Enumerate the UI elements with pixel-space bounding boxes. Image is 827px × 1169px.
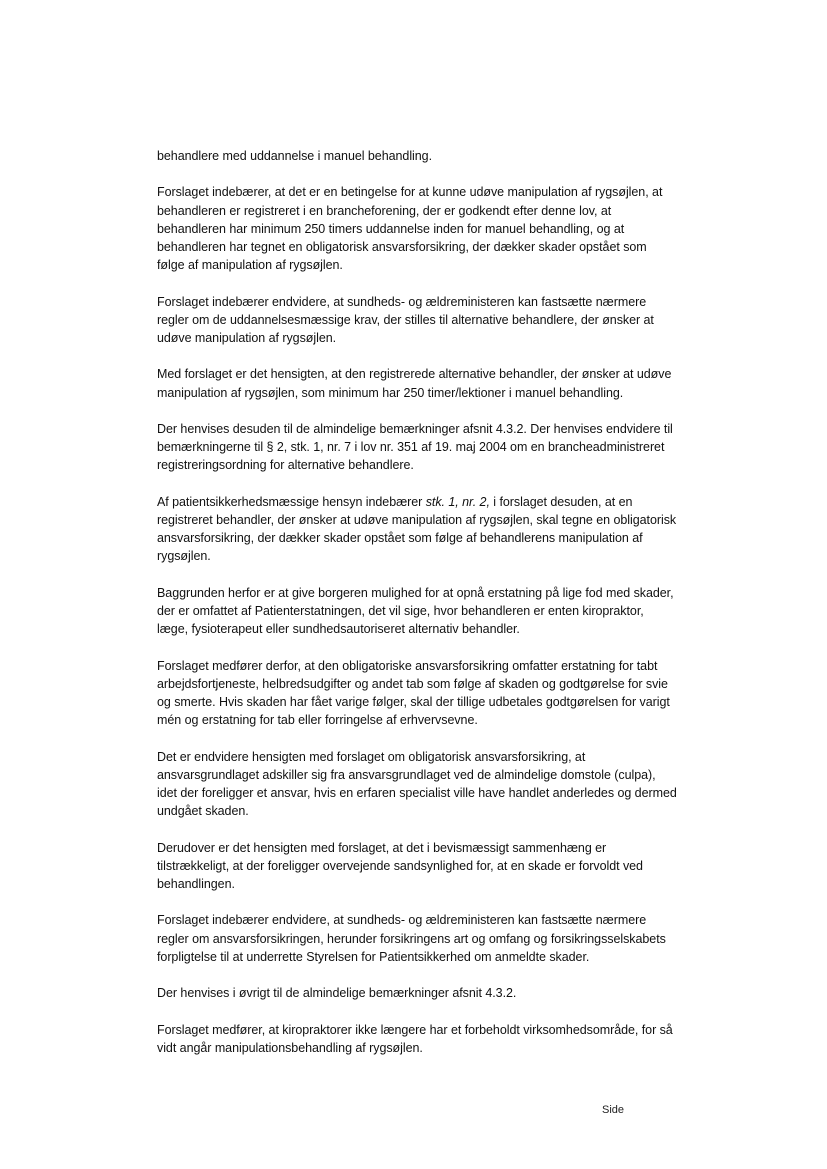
page-footer-label: Side bbox=[602, 1104, 625, 1116]
paragraph: Baggrunden herfor er at give borgeren mulighed for at opnå erstatning på lige fod med skader, der er omfattet af Patienterstatningen, det vil sige, hvor behandleren er enten kiropraktor, læge, fysioterapeut eller sundhedsautoriseret alternativ behandler. bbox=[157, 585, 674, 637]
paragraph: Forslaget indebærer, at det er en betingelse for at kunne udøve manipulation af rygsøjlen, at behandleren er registreret i en brancheforening, der er godkendt efter denne lov, at behandleren har minimum 250 timers uddannelse inden for manuel behandling, og at behandleren har tegnet en obligatorisk ansvarsforsikring, der dækker skader opstået som følge af manipulation af rygsøjlen. bbox=[157, 185, 663, 273]
paragraph: Med forslaget er det hensigten, at den registrerede alternative behandler, der ønsker at udøve manipulation af rygsøjlen, som minimum har 250 timer/lektioner i manuel behandling. bbox=[157, 367, 672, 400]
paragraph: Forslaget indebærer endvidere, at sundheds- og ældreministeren kan fastsætte nærmere regler om de uddannelsesmæssige krav, der stilles til alternative behandlere, der ønsker at udøve manipulation af rygsøjlen. bbox=[157, 294, 654, 345]
paragraph: Forslaget medfører derfor, at den obligatoriske ansvarsforsikring omfatter erstatning for tabt arbejdsfortjeneste, helbredsudgifter og andet tab som følge af skaden og godtgørelse for svie og smerte. Hvis skaden har fået varige følger, skal der tillige udbetales godtgørelsen for varigt mén og erstatning for tab eller forringelse af erhvervsevne. bbox=[157, 658, 670, 728]
paragraph bbox=[157, 493, 677, 566]
paragraph-text: i forslaget desuden, at en registreret behandler, der ønsker at udøve manipulation af rygsøjlen, skal tegne en obligatorisk ansvarsforsikring, der dækker skader opstået som følge af behandlerens manipulation af rygsøjlen. bbox=[157, 494, 677, 564]
paragraph: Derudover er det hensigten med forslaget, at det i bevismæssigt sammenhæng er tilstrækkeligt, at der foreligger overvejende sandsynlighed for, at en skade er forvoldt ved behandlingen. bbox=[157, 840, 643, 891]
paragraph-italic-reference: stk. 1, nr. 2, bbox=[425, 494, 490, 509]
paragraph: behandlere med uddannelse i manuel behandling. bbox=[157, 149, 432, 163]
paragraph: Der henvises i øvrigt til de almindelige bemærkninger afsnit 4.3.2. bbox=[157, 986, 517, 1001]
document-body bbox=[157, 147, 677, 1075]
paragraph: Det er endvidere hensigten med forslaget om obligatorisk ansvarsforsikring, at ansvarsgrundlaget adskiller sig fra ansvarsgrundlaget ved de almindelige domstole (culpa), idet der foreligger et ansvar, hvis en erfaren specialist ville have handlet anderledes og dermed undgået skaden. bbox=[157, 749, 677, 819]
paragraph-text: Af patientsikkerhedsmæssige hensyn indebærer bbox=[157, 494, 426, 509]
paragraph: Forslaget medfører, at kiropraktorer ikke længere har et forbeholdt virksomhedsområde, for så vidt angår manipulationsbehandling af rygsøjlen. bbox=[157, 1022, 673, 1055]
paragraph: Forslaget indebærer endvidere, at sundheds- og ældreministeren kan fastsætte nærmere regler om ansvarsforsikringen, herunder forsikringens art og omfang og forsikringsselskabets forpligtelse til at underrette Styrelsen for Patientsikkerhed om anmeldte skader. bbox=[157, 913, 666, 964]
paragraph: Der henvises desuden til de almindelige bemærkninger afsnit 4.3.2. Der henvises endvidere til bemærkningerne til § 2, stk. 1, nr. 7 i lov nr. 351 af 19. maj 2004 om en brancheadministreret registreringsordning for alternative behandlere. bbox=[157, 421, 673, 473]
